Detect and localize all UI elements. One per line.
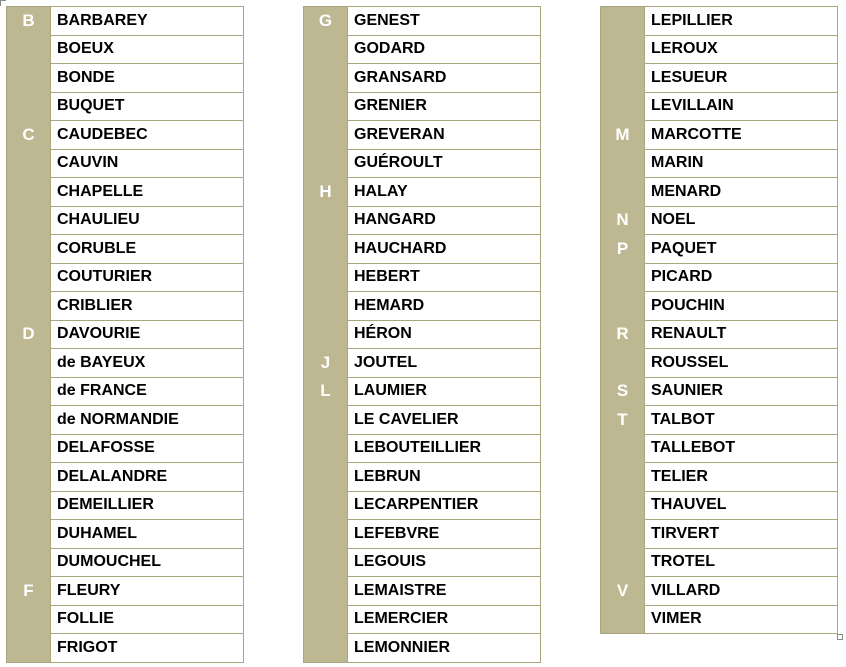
index-letter-cell (7, 492, 50, 521)
name-table-column-2 (303, 6, 541, 663)
index-letter-cell (7, 64, 50, 93)
surname-cell: LEPILLIER (644, 7, 838, 36)
index-letter-cell: F (7, 577, 50, 606)
index-letter-cell: P (601, 235, 644, 264)
surname-cell: BARBAREY (50, 7, 244, 36)
table-row (304, 178, 541, 207)
table-row (601, 64, 838, 93)
table-row (601, 463, 838, 492)
table-row (601, 93, 838, 122)
surname-cell: CHAULIEU (50, 207, 244, 236)
surname-cell: HALAY (347, 178, 541, 207)
index-letter-cell: S (601, 378, 644, 407)
table-resize-handle[interactable] (837, 634, 843, 640)
table-row (601, 7, 838, 36)
table-row (601, 492, 838, 521)
surname-cell: GRENIER (347, 93, 541, 122)
index-letter-cell (304, 121, 347, 150)
table-row (304, 463, 541, 492)
surname-cell: LAUMIER (347, 378, 541, 407)
table-row (601, 349, 838, 378)
index-letter-cell (7, 36, 50, 65)
table-row (304, 121, 541, 150)
table-row (601, 150, 838, 179)
table-row (304, 349, 541, 378)
surname-cell: MARCOTTE (644, 121, 838, 150)
surname-cell: RENAULT (644, 321, 838, 350)
table-row (7, 264, 244, 293)
surname-cell: BONDE (50, 64, 244, 93)
surname-cell: LESUEUR (644, 64, 838, 93)
table-row (7, 463, 244, 492)
surname-cell: DUHAMEL (50, 520, 244, 549)
index-letter-cell (304, 406, 347, 435)
table-row (304, 492, 541, 521)
index-letter-cell: T (601, 406, 644, 435)
surname-cell: GRANSARD (347, 64, 541, 93)
index-letter-cell (601, 264, 644, 293)
index-letter-cell (304, 520, 347, 549)
surname-cell: TALBOT (644, 406, 838, 435)
index-letter-cell (7, 178, 50, 207)
surname-cell: FRIGOT (50, 634, 244, 663)
surname-cell: JOUTEL (347, 349, 541, 378)
surname-cell: MENARD (644, 178, 838, 207)
table-row (304, 207, 541, 236)
table-row (7, 207, 244, 236)
surname-cell: TELIER (644, 463, 838, 492)
index-letter-cell (7, 406, 50, 435)
table-row (601, 549, 838, 578)
index-letter-cell (601, 520, 644, 549)
surname-cell: HANGARD (347, 207, 541, 236)
index-letter-cell (7, 264, 50, 293)
surname-cell: FLEURY (50, 577, 244, 606)
table-row (7, 634, 244, 663)
index-letter-cell (601, 549, 644, 578)
table-row (601, 577, 838, 606)
table-row (304, 406, 541, 435)
index-letter-cell (7, 378, 50, 407)
surname-cell: DAVOURIE (50, 321, 244, 350)
surname-cell: LEFEBVRE (347, 520, 541, 549)
index-letter-cell (7, 150, 50, 179)
index-letter-cell: H (304, 178, 347, 207)
index-letter-cell (304, 93, 347, 122)
surname-cell: LECARPENTIER (347, 492, 541, 521)
index-letter-cell (7, 292, 50, 321)
surname-cell: TALLEBOT (644, 435, 838, 464)
table-row (601, 520, 838, 549)
index-letter-cell (7, 549, 50, 578)
index-letter-cell (304, 292, 347, 321)
table-row (601, 207, 838, 236)
surname-cell: LEMAISTRE (347, 577, 541, 606)
table-row (7, 606, 244, 635)
table-row (601, 435, 838, 464)
surname-cell: TIRVERT (644, 520, 838, 549)
surname-cell: DEMEILLIER (50, 492, 244, 521)
surname-cell: HAUCHARD (347, 235, 541, 264)
surname-cell: DELALANDRE (50, 463, 244, 492)
index-letter-cell (304, 150, 347, 179)
table-row (304, 150, 541, 179)
table-row (601, 378, 838, 407)
surname-cell: HÉRON (347, 321, 541, 350)
table-row (601, 178, 838, 207)
table-row (304, 93, 541, 122)
surname-cell: HEBERT (347, 264, 541, 293)
table-row (7, 321, 244, 350)
index-letter-cell (601, 435, 644, 464)
surname-cell: COUTURIER (50, 264, 244, 293)
index-letter-cell (601, 349, 644, 378)
index-letter-cell: B (7, 7, 50, 36)
index-letter-cell (601, 178, 644, 207)
surname-cell: MARIN (644, 150, 838, 179)
table-row (304, 606, 541, 635)
index-letter-cell (7, 606, 50, 635)
table-row (7, 549, 244, 578)
index-letter-cell: C (7, 121, 50, 150)
index-letter-cell (304, 36, 347, 65)
table-row (304, 64, 541, 93)
index-letter-cell: J (304, 349, 347, 378)
surname-cell: GREVERAN (347, 121, 541, 150)
surname-cell: BUQUET (50, 93, 244, 122)
surname-cell: CRIBLIER (50, 292, 244, 321)
index-letter-cell (601, 150, 644, 179)
table-row (7, 577, 244, 606)
table-row (304, 321, 541, 350)
index-letter-cell (304, 235, 347, 264)
table-row (601, 606, 838, 635)
surname-cell: de BAYEUX (50, 349, 244, 378)
table-row (304, 36, 541, 65)
surname-cell: LEGOUIS (347, 549, 541, 578)
index-letter-cell (601, 492, 644, 521)
surname-cell: LEBOUTEILLIER (347, 435, 541, 464)
name-table-column-1 (6, 6, 244, 663)
table-row (7, 93, 244, 122)
table-row (304, 549, 541, 578)
index-letter-cell: R (601, 321, 644, 350)
index-letter-cell (601, 463, 644, 492)
table-row (7, 520, 244, 549)
table-row (304, 264, 541, 293)
surname-cell: HEMARD (347, 292, 541, 321)
surname-cell: LEMONNIER (347, 634, 541, 663)
table-row (7, 378, 244, 407)
surname-cell: FOLLIE (50, 606, 244, 635)
index-letter-cell (7, 235, 50, 264)
table-row (304, 435, 541, 464)
table-row (7, 36, 244, 65)
index-letter-cell (304, 207, 347, 236)
table-row (304, 292, 541, 321)
surname-cell: THAUVEL (644, 492, 838, 521)
surname-cell: GODARD (347, 36, 541, 65)
index-letter-cell (7, 349, 50, 378)
index-letter-cell (601, 7, 644, 36)
surname-cell: de NORMANDIE (50, 406, 244, 435)
surname-cell: CHAPELLE (50, 178, 244, 207)
index-letter-cell: L (304, 378, 347, 407)
table-row (601, 292, 838, 321)
index-letter-cell (601, 64, 644, 93)
index-letter-cell (304, 435, 347, 464)
table-row (304, 520, 541, 549)
index-letter-cell (7, 207, 50, 236)
table-row (7, 64, 244, 93)
table-row (601, 264, 838, 293)
surname-cell: BOEUX (50, 36, 244, 65)
table-row (7, 150, 244, 179)
index-letter-cell (304, 606, 347, 635)
surname-cell: LEVILLAIN (644, 93, 838, 122)
name-table-column-3 (600, 6, 838, 634)
table-row (601, 235, 838, 264)
surname-cell: CAUVIN (50, 150, 244, 179)
surname-cell: de FRANCE (50, 378, 244, 407)
table-row (601, 36, 838, 65)
index-letter-cell (304, 463, 347, 492)
surname-cell: CORUBLE (50, 235, 244, 264)
surname-cell: LEMERCIER (347, 606, 541, 635)
table-row (7, 349, 244, 378)
surname-cell: TROTEL (644, 549, 838, 578)
surname-cell: LE CAVELIER (347, 406, 541, 435)
surname-cell: VILLARD (644, 577, 838, 606)
table-row (7, 121, 244, 150)
table-row (304, 634, 541, 663)
index-letter-cell (304, 577, 347, 606)
surname-cell: CAUDEBEC (50, 121, 244, 150)
table-row (601, 321, 838, 350)
index-letter-cell (601, 606, 644, 635)
table-row (7, 178, 244, 207)
surname-cell: PICARD (644, 264, 838, 293)
index-letter-cell (304, 264, 347, 293)
surname-cell: ROUSSEL (644, 349, 838, 378)
table-row (601, 121, 838, 150)
surname-cell: LEBRUN (347, 463, 541, 492)
index-letter-cell: G (304, 7, 347, 36)
index-letter-cell (601, 36, 644, 65)
index-letter-cell (7, 93, 50, 122)
surname-cell: GENEST (347, 7, 541, 36)
table-row (7, 292, 244, 321)
table-row (304, 7, 541, 36)
index-letter-cell: N (601, 207, 644, 236)
surname-cell: DUMOUCHEL (50, 549, 244, 578)
surname-cell: LEROUX (644, 36, 838, 65)
index-letter-cell: M (601, 121, 644, 150)
table-row (304, 235, 541, 264)
index-letter-cell (304, 549, 347, 578)
table-row (304, 378, 541, 407)
index-letter-cell: D (7, 321, 50, 350)
index-letter-cell (304, 64, 347, 93)
surname-cell: POUCHIN (644, 292, 838, 321)
index-letter-cell (7, 435, 50, 464)
surname-cell: PAQUET (644, 235, 838, 264)
table-row (7, 492, 244, 521)
table-row (7, 235, 244, 264)
table-row (304, 577, 541, 606)
table-row (601, 406, 838, 435)
table-row (7, 406, 244, 435)
index-letter-cell (7, 634, 50, 663)
index-letter-cell: V (601, 577, 644, 606)
index-letter-cell (304, 634, 347, 663)
index-letter-cell (7, 520, 50, 549)
index-letter-cell (7, 463, 50, 492)
surname-cell: VIMER (644, 606, 838, 635)
index-letter-cell (601, 292, 644, 321)
surname-cell: GUÉROULT (347, 150, 541, 179)
surname-cell: NOEL (644, 207, 838, 236)
surname-cell: DELAFOSSE (50, 435, 244, 464)
index-letter-cell (304, 321, 347, 350)
table-row (7, 435, 244, 464)
table-row (7, 7, 244, 36)
index-letter-cell (601, 93, 644, 122)
index-letter-cell (304, 492, 347, 521)
surname-cell: SAUNIER (644, 378, 838, 407)
